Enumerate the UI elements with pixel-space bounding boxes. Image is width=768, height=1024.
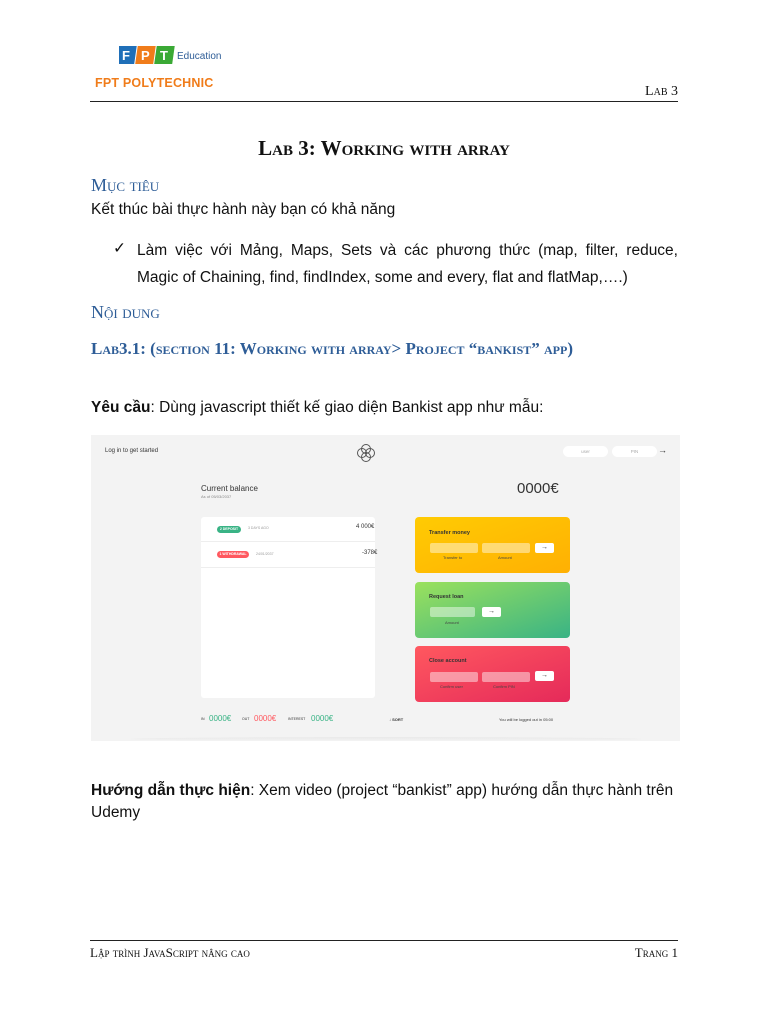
close-account-title: Close account [429,658,467,664]
bottom-shadow [131,737,641,741]
footer-page-number: Trang 1 [634,945,678,960]
login-pin-input[interactable]: PIN [612,446,657,457]
balance-label: Current balance [201,484,258,493]
objectives-bullet: Làm việc với Mảng, Maps, Sets và các phương thức (map, filter, reduce, Magic of Chaining, find, findIndex, some and every, flat and flatMap,….) [137,242,678,286]
login-arrow-button[interactable]: → [658,445,667,455]
summary-out-value: 0000€ [254,714,277,723]
close-user-label: Confirm user [440,684,463,689]
summary-in-label: IN [201,717,205,721]
school-name: FPT POLYTECHNIC [95,76,214,90]
balance-value: 0000€ [517,480,559,497]
transfer-to-label: Transfer to [443,555,463,560]
summary-in-value: 0000€ [209,714,232,723]
header-lab-label: Lab 3 [645,84,678,99]
transfer-to-input[interactable] [430,543,478,553]
balance-date: As of 05/03/2037 [201,494,232,499]
summary-interest-label: INTEREST [288,717,306,721]
close-pin-label: Confirm PIN [493,684,515,689]
login-user-input[interactable]: user [563,446,608,457]
svg-text:P: P [141,48,150,63]
movement-value: 4 000€ [356,524,375,530]
transfer-amount-input[interactable] [482,543,530,553]
close-submit-button[interactable]: → [535,671,554,681]
close-user-input[interactable] [430,672,478,682]
movement-divider [201,541,375,542]
header-divider [90,101,678,102]
movement-value: -378€ [362,550,378,556]
movement-divider [201,567,375,568]
sort-button[interactable]: ↓ SORT [389,717,404,722]
objectives-intro: Kết thúc bài thực hành này bạn có khả năng [91,201,396,218]
heading-content: Nội dung [91,302,160,322]
summary-out-label: OUT [242,717,250,721]
logout-timer: You will be logged out in 05:00 [499,717,554,722]
requirement-text [91,399,543,417]
summary-interest-value: 0000€ [311,714,334,723]
movement-date: 24/01/2037 [256,552,274,556]
close-account-card [415,646,570,702]
guide-body: : Xem video (project “bankist” app) hướng dẫn thực hành trên Udemy [91,782,674,821]
transfer-title: Transfer money [429,530,470,536]
lab-section-heading: Lab3.1: (section 11: Working with array> Project “bankist” app) [91,339,574,358]
footer-course-title: Lập trình JavaScript nâng cao [90,945,250,960]
svg-text:F: F [122,48,130,63]
transfer-submit-button[interactable]: → [535,543,554,553]
loan-card [415,582,570,638]
movement-type-deposit: 2 DEPOSIT [217,526,241,533]
guide-label: Hướng dẫn thực hiện [91,782,251,799]
transfer-amount-label: Amount [498,555,512,560]
loan-amount-label: Amount [445,620,459,625]
close-pin-input[interactable] [482,672,530,682]
check-icon: ✓ [113,240,126,257]
footer-divider [90,940,678,941]
loan-submit-button[interactable]: → [482,607,501,617]
guide-text [91,780,681,824]
requirement-label: Yêu cầu [91,399,151,416]
login-message: Log in to get started [105,448,159,454]
transfer-card [415,517,570,573]
logo-education-text: Education [177,51,222,62]
movement-date: 3 DAYS AGO [248,526,269,530]
page-title: Lab 3: Working with array [258,136,510,160]
heading-objectives: Mục tiêu [91,175,160,195]
movements-panel [201,517,378,698]
requirement-body: : Dùng javascript thiết kế giao diện Bankist app như mẫu: [150,399,544,416]
loan-amount-input[interactable] [430,607,475,617]
bankist-logo-icon [356,443,376,463]
loan-title: Request loan [429,594,464,600]
bankist-app-screenshot [91,435,680,741]
movement-type-withdrawal: 1 WITHDRAWAL [217,551,249,558]
svg-text:T: T [160,48,168,63]
